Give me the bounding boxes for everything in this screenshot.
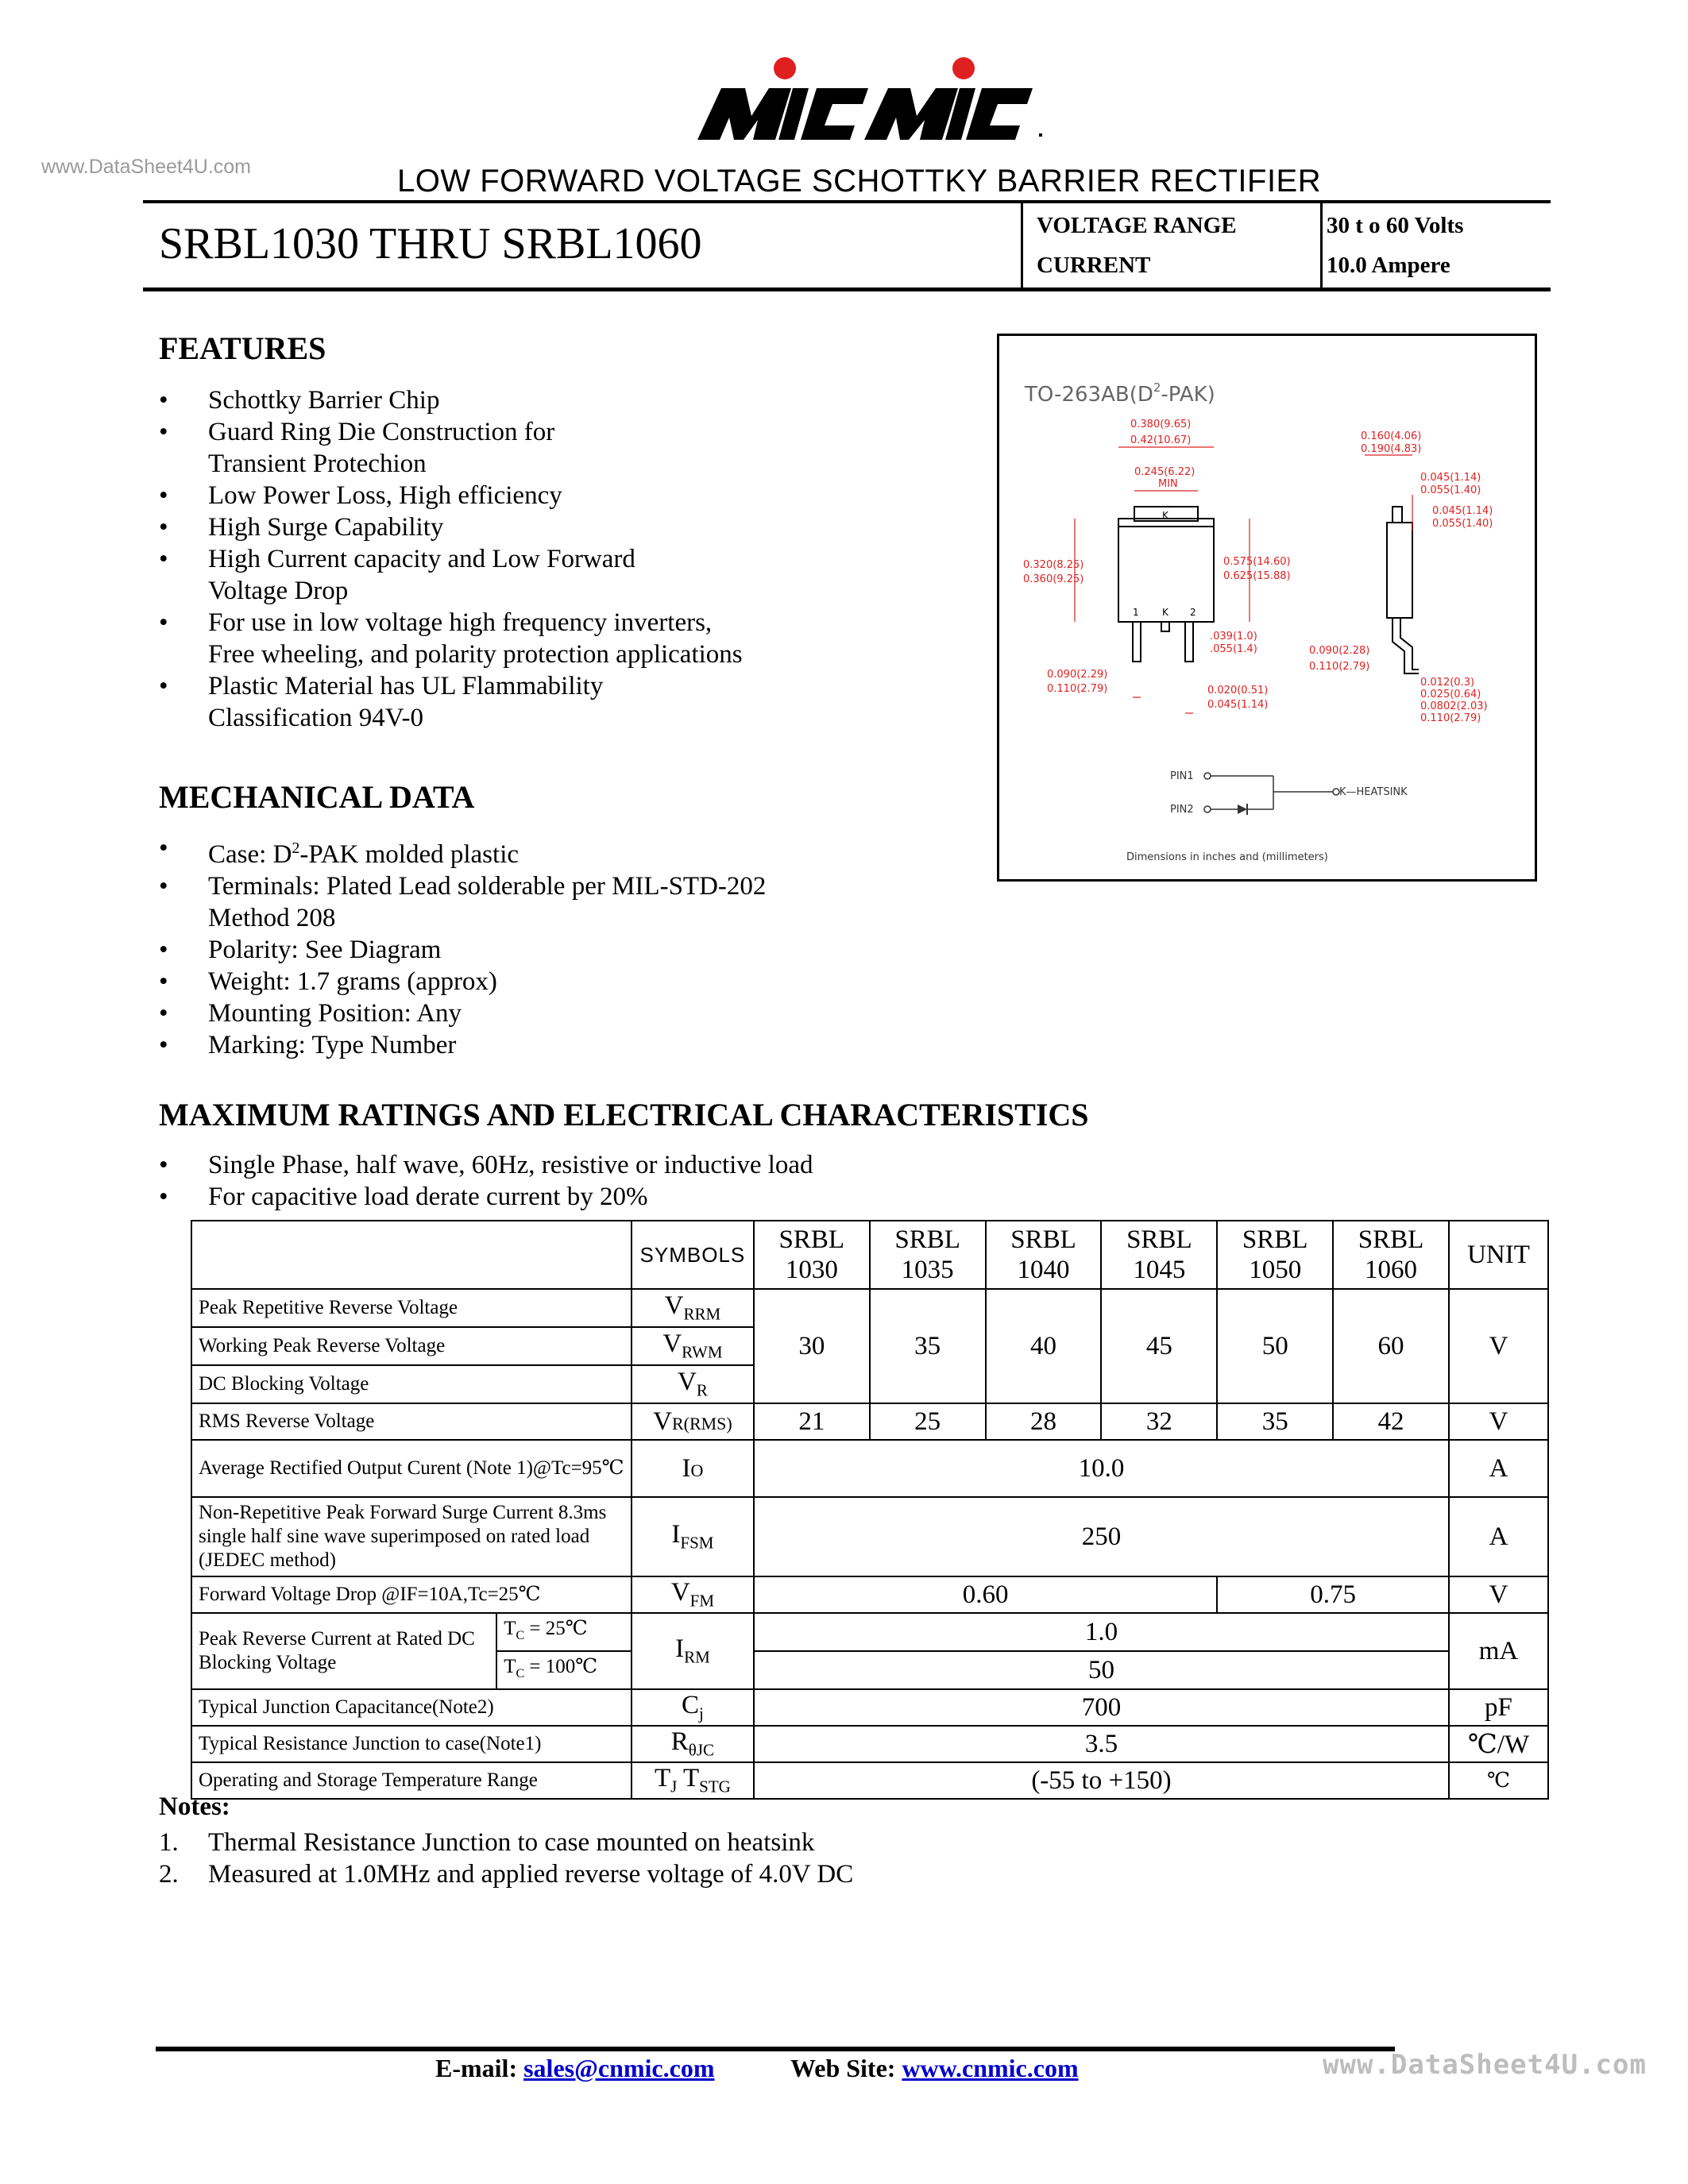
table-row xyxy=(191,1576,1548,1613)
table-row xyxy=(191,1726,1548,1762)
mechanical-list xyxy=(159,832,766,1061)
unit-cell: pF xyxy=(1449,1689,1548,1726)
feature-item: • Guard Ring Die Construction for xyxy=(159,416,743,448)
features-heading: FEATURES xyxy=(159,330,326,366)
symbol-cell: $I_{FSM}$ xyxy=(632,1497,754,1576)
model-bottom: 1030 xyxy=(785,1256,838,1284)
note-number: 1. xyxy=(159,1828,179,1857)
unit-cell: ℃ xyxy=(1449,1762,1548,1799)
package-drawing xyxy=(999,336,1535,879)
table-row xyxy=(191,1403,1548,1440)
dim-label: .039(1.0) xyxy=(1210,631,1257,642)
dim-label: 0.045(1.14) xyxy=(1432,505,1493,517)
symbol-cell: IO xyxy=(632,1440,754,1497)
notes-heading: Notes: xyxy=(159,1792,230,1821)
features-list xyxy=(159,384,743,734)
symbol-cell: $V_R$ xyxy=(632,1365,754,1403)
symbol-cell: $V_{FM}$ xyxy=(632,1576,754,1613)
feature-item: • High Current capacity and Low Forward xyxy=(159,543,743,575)
mechanical-item: • Terminals: Plated Lead solderable per MIL-STD-202 xyxy=(159,870,766,902)
header-rule-top xyxy=(143,200,1551,203)
table-header-row xyxy=(191,1221,1548,1289)
unit-cell: V xyxy=(1449,1576,1548,1613)
param-name: Typical Junction Capacitance(Note2) xyxy=(191,1689,632,1726)
param-name: Average Rectified Output Curent (Note 1)@Tc=95℃ xyxy=(191,1440,632,1497)
dim-label: 0.020(0.51) xyxy=(1207,685,1269,696)
dim-label: 0.160(4.06) xyxy=(1361,430,1422,442)
voltage-range-label: VOLTAGE RANGE xyxy=(1037,213,1237,238)
param-name: Forward Voltage Drop @IF=10A,Tc=25℃ xyxy=(191,1576,632,1613)
ratings-conditions xyxy=(159,1149,813,1213)
model-bottom: 1040 xyxy=(1017,1256,1070,1284)
value-cell: 50 xyxy=(1217,1289,1333,1403)
package-title-suffix: -PAK) xyxy=(1161,383,1215,407)
footer-email xyxy=(435,2054,714,2083)
model-top: SRBL xyxy=(1126,1225,1192,1254)
mechanical-item: • Polarity: See Diagram xyxy=(159,934,766,966)
feature-item-continued: Free wheeling, and polarity protection applications xyxy=(208,640,743,669)
document-subtitle: LOW FORWARD VOLTAGE SCHOTTKY BARRIER RECTIFIER xyxy=(397,164,1322,199)
website-link[interactable]: www.cnmic.com xyxy=(902,2054,1079,2082)
note-item xyxy=(159,1858,853,1890)
header-unit: UNIT xyxy=(1449,1221,1548,1289)
email-link[interactable]: sales@cnmic.com xyxy=(523,2054,715,2082)
dim-label: 0.110(2.79) xyxy=(1420,712,1481,724)
note-item xyxy=(159,1827,853,1858)
unit-cell: mA xyxy=(1449,1613,1548,1689)
symbol-cell: $V_{RWM}$ xyxy=(632,1327,754,1365)
model-bottom: 1035 xyxy=(901,1256,954,1284)
header-parameter xyxy=(191,1221,632,1289)
note-text: Measured at 1.0MHz and applied reverse voltage of 4.0V DC xyxy=(208,1860,854,1889)
pin-label-k: K xyxy=(1162,510,1168,521)
company-logo xyxy=(689,52,1055,156)
dim-label: 0.090(2.28) xyxy=(1309,645,1370,657)
model-top: SRBL xyxy=(1358,1225,1424,1254)
unit-cell: V xyxy=(1449,1403,1548,1440)
value-cell: 35 xyxy=(870,1289,986,1403)
param-name: Peak Repetitive Reverse Voltage xyxy=(191,1289,632,1327)
unit-cell: V xyxy=(1449,1289,1548,1403)
unit-cell: ℃/W xyxy=(1449,1726,1548,1762)
heatsink-label: K—HEATSINK xyxy=(1339,786,1408,798)
value-cell: 40 xyxy=(986,1289,1102,1403)
dim-label: 0.110(2.79) xyxy=(1047,683,1108,695)
symbol-cell: $R_{\theta JC}$ xyxy=(632,1726,754,1762)
pin-label-k2: K xyxy=(1162,607,1168,618)
symbol-cell: $I_{RM}$ xyxy=(632,1613,754,1689)
package-title-sup: 2 xyxy=(1153,380,1161,395)
value-cell: 35 xyxy=(1217,1403,1333,1440)
feature-item: • High Surge Capability xyxy=(159,511,743,543)
dim-label: 0.42(10.67) xyxy=(1130,434,1192,446)
value-cell: 1.0 xyxy=(754,1613,1449,1651)
model-top: SRBL xyxy=(1242,1225,1308,1254)
pin1-label: PIN1 xyxy=(1170,770,1194,782)
dim-label: 0.055(1.40) xyxy=(1420,484,1481,496)
table-row xyxy=(191,1689,1548,1726)
header-model xyxy=(986,1221,1102,1289)
header-model xyxy=(1217,1221,1333,1289)
email-label: E-mail: xyxy=(435,2054,518,2082)
dim-label: 0.0802(2.03) xyxy=(1420,700,1488,712)
mechanical-item: • Mounting Position: Any xyxy=(159,997,766,1029)
svg-text:TO-263AB(D2-PAK) xyxy=(1024,380,1215,407)
mechanical-heading: MECHANICAL DATA xyxy=(159,779,475,815)
header-rule-bottom xyxy=(143,287,1551,291)
feature-item: • Plastic Material has UL Flammability xyxy=(159,670,743,702)
value-cell: 10.0 xyxy=(754,1440,1449,1497)
unit-cell: A xyxy=(1449,1440,1548,1497)
pin2-label: PIN2 xyxy=(1170,804,1194,816)
header-model xyxy=(754,1221,870,1289)
model-top: SRBL xyxy=(778,1225,845,1254)
value-cell: 42 xyxy=(1333,1403,1449,1440)
table-row xyxy=(191,1613,1548,1651)
symbol-cell: $C_j$ xyxy=(632,1689,754,1726)
dim-label: 0.380(9.65) xyxy=(1130,419,1192,430)
param-name: Working Peak Reverse Voltage xyxy=(191,1327,632,1365)
value-cell: 50 xyxy=(754,1651,1449,1689)
table-row xyxy=(191,1497,1548,1576)
dim-label: 0.245(6.22) xyxy=(1134,466,1196,478)
ratings-condition: • Single Phase, half wave, 60Hz, resistive or inductive load xyxy=(159,1149,813,1181)
value-cell: 0.60 xyxy=(754,1576,1217,1613)
feature-item: • Schottky Barrier Chip xyxy=(159,384,743,416)
dim-label: 0.320(8.25) xyxy=(1023,559,1084,571)
value-cell: 28 xyxy=(986,1403,1102,1440)
dim-label: 0.360(9.25) xyxy=(1023,573,1084,585)
watermark-top: www.DataSheet4U.com xyxy=(41,156,252,178)
package-drawing-box xyxy=(997,334,1537,882)
dim-label: 0.625(15.88) xyxy=(1223,570,1291,582)
symbol-cell: VR(RMS) xyxy=(632,1403,754,1440)
symbol-cell: $V_{RRM}$ xyxy=(632,1289,754,1327)
model-top: SRBL xyxy=(1010,1225,1076,1254)
mechanical-item-continued: Method 208 xyxy=(208,904,336,932)
dimensions-note: Dimensions in inches and (millimeters) xyxy=(1126,851,1328,863)
spec-divider-2 xyxy=(1320,203,1323,290)
param-name: Non-Repetitive Peak Forward Surge Current 8.3ms single half sine wave superimposed on rated load (JEDEC method) xyxy=(191,1497,632,1576)
dim-label: 0.190(4.83) xyxy=(1361,443,1422,455)
mechanical-item: • Marking: Type Number xyxy=(159,1029,766,1061)
value-cell: 700 xyxy=(754,1689,1449,1726)
dim-label: 0.045(1.14) xyxy=(1420,472,1481,484)
watermark-bottom: www.DataSheet4U.com xyxy=(1323,2049,1647,2081)
value-cell: 0.75 xyxy=(1217,1576,1449,1613)
header-symbols: SYMBOLS xyxy=(632,1221,754,1289)
footer-website xyxy=(790,2054,1079,2083)
mechanical-item: • Weight: 1.7 grams (approx) xyxy=(159,966,766,997)
param-name: RMS Reverse Voltage xyxy=(191,1403,632,1440)
pin-label-1: 1 xyxy=(1133,607,1139,618)
model-bottom: 1060 xyxy=(1365,1256,1418,1284)
ratings-condition: • For capacitive load derate current by 20% xyxy=(159,1181,813,1213)
notes-list xyxy=(159,1827,853,1890)
condition-cell: $T_C$ = 25℃ xyxy=(496,1613,632,1651)
feature-item-continued: Transient Protechion xyxy=(208,450,427,478)
spec-divider-1 xyxy=(1021,203,1023,290)
note-text: Thermal Resistance Junction to case mounted on heatsink xyxy=(208,1828,815,1857)
dim-label: 0.055(1.40) xyxy=(1432,518,1493,530)
note-number: 2. xyxy=(159,1860,179,1889)
dim-label: .055(1.4) xyxy=(1210,643,1257,655)
param-name: Typical Resistance Junction to case(Note1) xyxy=(191,1726,632,1762)
value-cell: 250 xyxy=(754,1497,1449,1576)
table-row xyxy=(191,1762,1548,1799)
condition-cell: $T_C$ = 100℃ xyxy=(496,1651,632,1689)
feature-item-continued: Classification 94V-0 xyxy=(208,704,424,732)
symbol-cell: $T_J$ $T_{STG}$ xyxy=(632,1762,754,1799)
dim-label: 0.045(1.14) xyxy=(1207,699,1269,711)
model-bottom: 1050 xyxy=(1249,1256,1302,1284)
website-label: Web Site: xyxy=(790,2054,896,2082)
case-suffix: -PAK molded plastic xyxy=(299,840,520,869)
table-row xyxy=(191,1289,1548,1327)
dim-label: 0.025(0.64) xyxy=(1420,689,1481,700)
mechanical-item-case xyxy=(159,832,766,870)
case-prefix: Case: D xyxy=(208,840,292,869)
feature-item: • Low Power Loss, High efficiency xyxy=(159,480,743,511)
value-cell: 32 xyxy=(1101,1403,1217,1440)
part-title: SRBL1030 THRU SRBL1060 xyxy=(159,219,702,268)
case-superscript: 2 xyxy=(292,839,300,857)
header-model xyxy=(1101,1221,1217,1289)
ratings-heading: MAXIMUM RATINGS AND ELECTRICAL CHARACTERISTICS xyxy=(159,1097,1089,1133)
dim-label: 0.110(2.79) xyxy=(1309,661,1370,673)
model-bottom: 1045 xyxy=(1133,1256,1186,1284)
value-cell: 45 xyxy=(1101,1289,1217,1403)
param-name: Operating and Storage Temperature Range xyxy=(191,1762,632,1799)
current-label: CURRENT xyxy=(1037,253,1151,278)
current-value: 10.0 Ampere xyxy=(1327,253,1450,278)
value-cell: 21 xyxy=(754,1403,870,1440)
unit-cell: A xyxy=(1449,1497,1548,1576)
feature-item: • For use in low voltage high frequency inverters, xyxy=(159,607,743,639)
value-cell: 25 xyxy=(870,1403,986,1440)
package-title-prefix: TO-263AB(D xyxy=(1025,383,1153,407)
value-cell: 30 xyxy=(754,1289,870,1403)
footer-rule xyxy=(156,2047,1395,2051)
dim-label: 0.090(2.29) xyxy=(1047,669,1108,681)
voltage-range-value: 30 t o 60 Volts xyxy=(1327,213,1464,238)
feature-item-continued: Voltage Drop xyxy=(208,577,349,605)
header-model xyxy=(870,1221,986,1289)
value-cell: (-55 to +150) xyxy=(754,1762,1449,1799)
pin-label-2: 2 xyxy=(1190,607,1196,618)
dim-label: 0.012(0.3) xyxy=(1420,677,1475,689)
header-model xyxy=(1333,1221,1449,1289)
value-cell: 3.5 xyxy=(754,1726,1449,1762)
ratings-table xyxy=(191,1220,1549,1800)
param-name: DC Blocking Voltage xyxy=(191,1365,632,1403)
param-name: Peak Reverse Current at Rated DC Blocking Voltage xyxy=(191,1613,496,1689)
dim-label: 0.575(14.60) xyxy=(1223,556,1291,568)
dim-label: MIN xyxy=(1158,478,1178,490)
value-cell: 60 xyxy=(1333,1289,1449,1403)
model-top: SRBL xyxy=(894,1225,960,1254)
table-row xyxy=(191,1440,1548,1497)
